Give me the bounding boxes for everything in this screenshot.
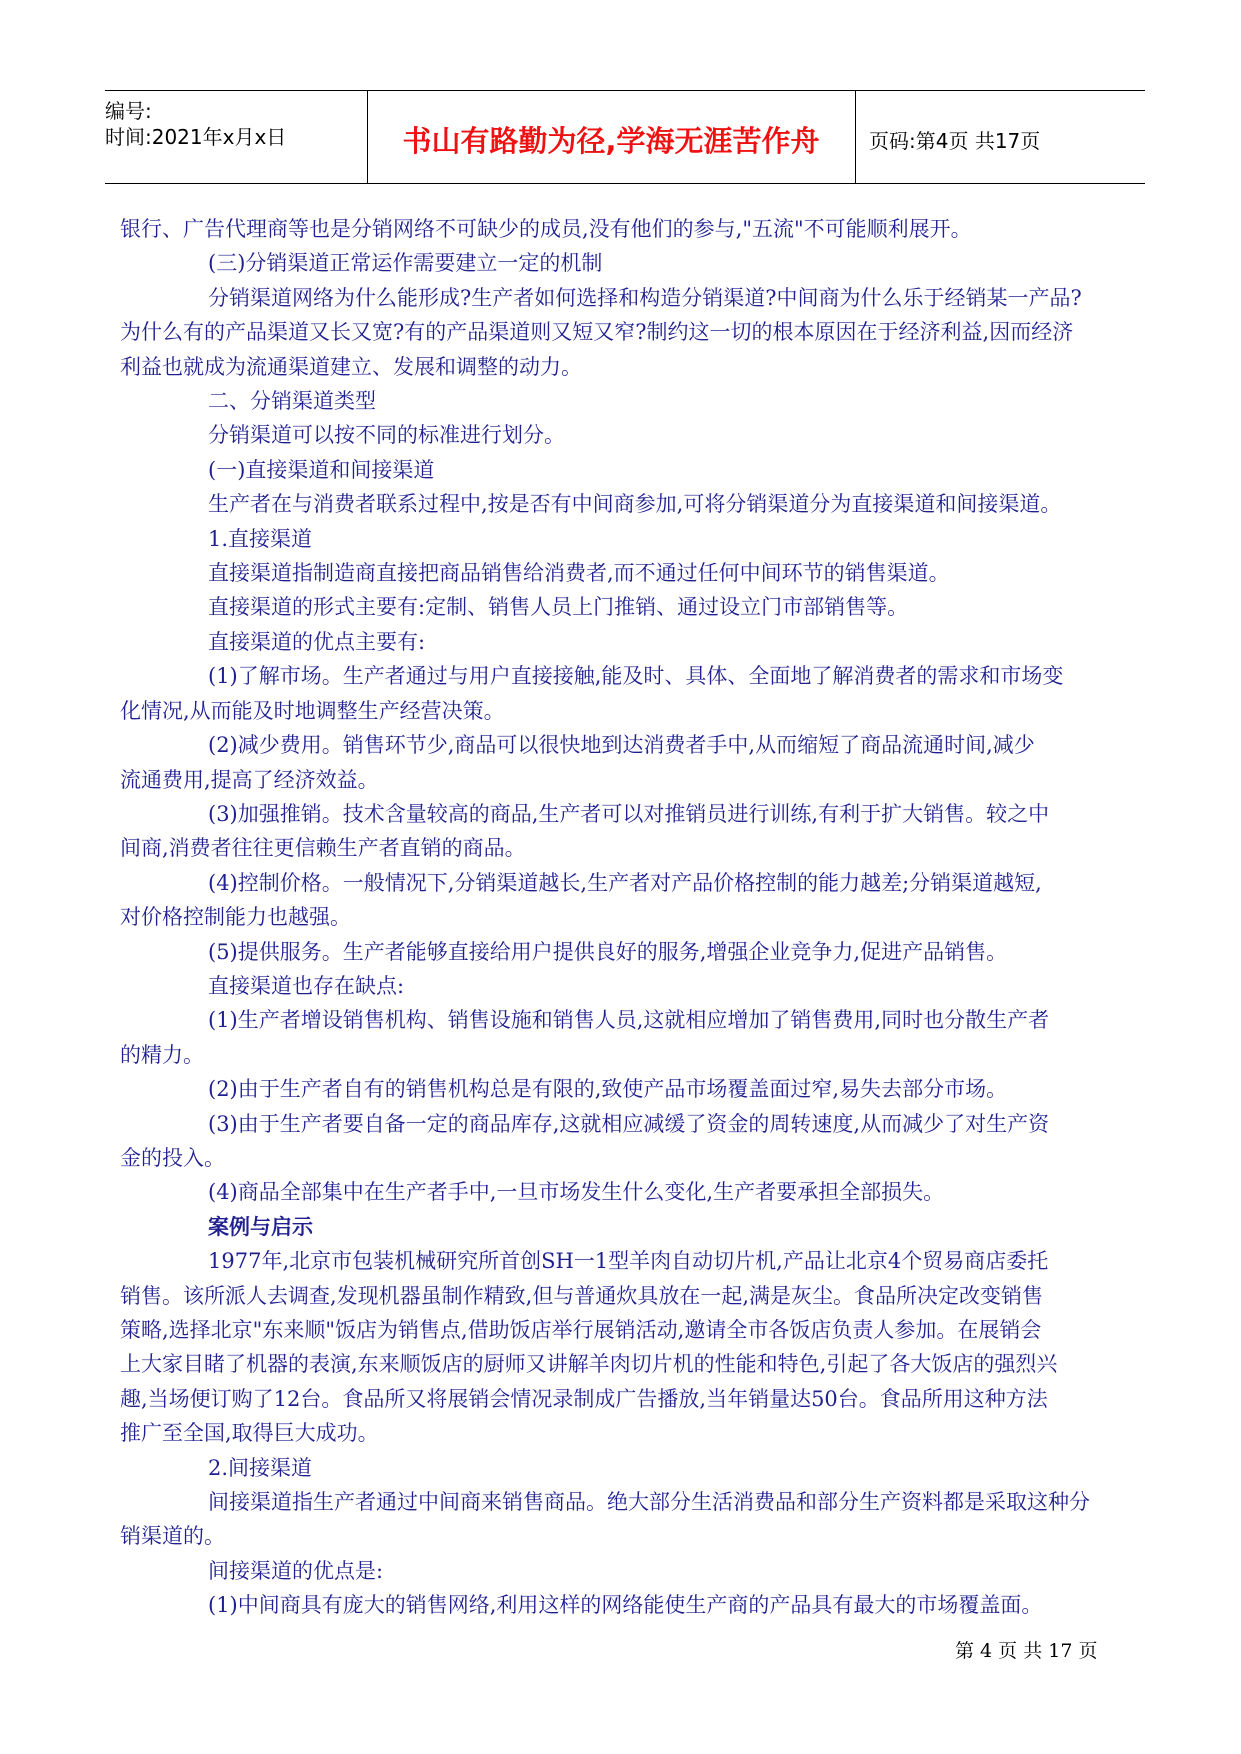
paragraph-line: 银行、广告代理商等也是分销网络不可缺少的成员,没有他们的参与,"五流"不可能顺利展开。 [120,217,972,241]
paragraph-line: 直接渠道的形式主要有:定制、销售人员上门推销、通过设立门市部销售等。 [208,595,909,620]
document-time-label: 时间:2021年x月x日 [105,125,287,149]
paragraph-line: 间接渠道指生产者通过中间商来销售商品。绝大部分生活消费品和部分生产资料都是采取这种分 [208,1490,1090,1515]
paragraph-line: (5)提供服务。生产者能够直接给用户提供良好的服务,增强企业竞争力,促进产品销售。 [208,939,1008,964]
paragraph-line: (1)了解市场。生产者通过与用户直接接触,能及时、具体、全面地了解消费者的需求和市场变 [208,664,1064,689]
paragraph-line: 的精力。 [120,1042,204,1067]
paragraph-line: (1)中间商具有庞大的销售网络,利用这样的网络能使生产商的产品具有最大的市场覆盖面。 [208,1593,1043,1618]
paragraph-line: 流通费用,提高了经济效益。 [120,767,379,792]
header-info-cell [105,91,368,183]
paragraph-line: 2.间接渠道 [208,1455,313,1480]
paragraph-line: (4)控制价格。一般情况下,分销渠道越长,生产者对产品价格控制的能力越差;分销渠道越短, [208,870,1042,895]
paragraph-line: 策略,选择北京"东来顺"饭店为销售点,借助饭店举行展销活动,邀请全市各饭店负责人参加。在展销会 [120,1318,1042,1342]
paragraph-line: 间接渠道的优点是: [208,1558,384,1583]
paragraph-line: 趣,当场便订购了12台。食品所又将展销会情况录制成广告播放,当年销量达50台。食品所用这种方法 [120,1386,1048,1411]
paragraph-line: 二、分销渠道类型 [208,389,376,414]
page-footer: 第 4 页 共 17 页 [955,1640,1098,1662]
paragraph-line: (一)直接渠道和间接渠道 [208,457,435,482]
header-page-number: 页码:第4页 共17页 [869,129,1041,153]
paragraph-line: 生产者在与消费者联系过程中,按是否有中间商参加,可将分销渠道分为直接渠道和间接渠道。 [208,492,1062,517]
paragraph-line: (4)商品全部集中在生产者手中,一旦市场发生什么变化,生产者要承担全部损失。 [208,1180,945,1205]
paragraph-line: 对价格控制能力也越强。 [120,905,351,930]
paragraph-line: 分销渠道网络为什么能形成?生产者如何选择和构造分销渠道?中间商为什么乐于经销某一产品? [208,285,1082,310]
paragraph-line: 金的投入。 [120,1145,225,1170]
paragraph-line: 间商,消费者往往更信赖生产者直销的商品。 [120,836,526,861]
header-motto: 书山有路勤为径,学海无涯苦作舟 [402,124,820,158]
paragraph-line: 1977年,北京市包装机械研究所首创SH一1型羊肉自动切片机,产品让北京4个贸易商店委托 [208,1249,1049,1274]
paragraph-line: 直接渠道指制造商直接把商品销售给消费者,而不通过任何中间环节的销售渠道。 [208,561,950,586]
paragraph-line: 1.直接渠道 [208,526,313,551]
paragraph-line: 上大家目睹了机器的表演,东来顺饭店的厨师又讲解羊肉切片机的性能和特色,引起了各大饭店的强烈兴 [120,1352,1058,1377]
header-page-cell [855,91,1145,183]
paragraph-line: (三)分销渠道正常运作需要建立一定的机制 [208,251,603,276]
header-motto-cell [367,91,856,183]
document-body [120,212,1145,1623]
paragraph-line: (3)加强推销。技术含量较高的商品,生产者可以对推销员进行训练,有利于扩大销售。较之中 [208,801,1050,826]
paragraph-line: 化情况,从而能及时地调整生产经营决策。 [120,698,505,723]
paragraph-line: (1)生产者增设销售机构、销售设施和销售人员,这就相应增加了销售费用,同时也分散生产者 [208,1008,1050,1033]
paragraph-line: 为什么有的产品渠道又长又宽?有的产品渠道则又短又窄?制约这一切的根本原因在于经济利益,因而经济 [120,320,1074,345]
document-number-label: 编号: [105,99,152,123]
paragraph-line: 直接渠道的优点主要有: [208,629,426,654]
paragraph-line: 直接渠道也存在缺点: [208,973,405,998]
paragraph-line: (2)减少费用。销售环节少,商品可以很快地到达消费者手中,从而缩短了商品流通时间,减少 [208,733,1035,758]
paragraph-line: 推广至全国,取得巨大成功。 [120,1421,379,1446]
paragraph-line: 销渠道的。 [120,1524,225,1549]
section-heading: 案例与启示 [208,1214,313,1239]
paragraph-line: (3)由于生产者要自备一定的商品库存,这就相应减缓了资金的周转速度,从而减少了对生产资 [208,1111,1050,1136]
paragraph-line: 销售。该所派人去调查,发现机器虽制作精致,但与普通炊具放在一起,满是灰尘。食品所决定改变销售 [120,1283,1044,1308]
paragraph-line: (2)由于生产者自有的销售机构总是有限的,致使产品市场覆盖面过窄,易失去部分市场。 [208,1077,1008,1102]
paragraph-line: 分销渠道可以按不同的标准进行划分。 [208,423,565,448]
page-header [105,90,1145,184]
paragraph-line: 利益也就成为流通渠道建立、发展和调整的动力。 [120,354,582,379]
